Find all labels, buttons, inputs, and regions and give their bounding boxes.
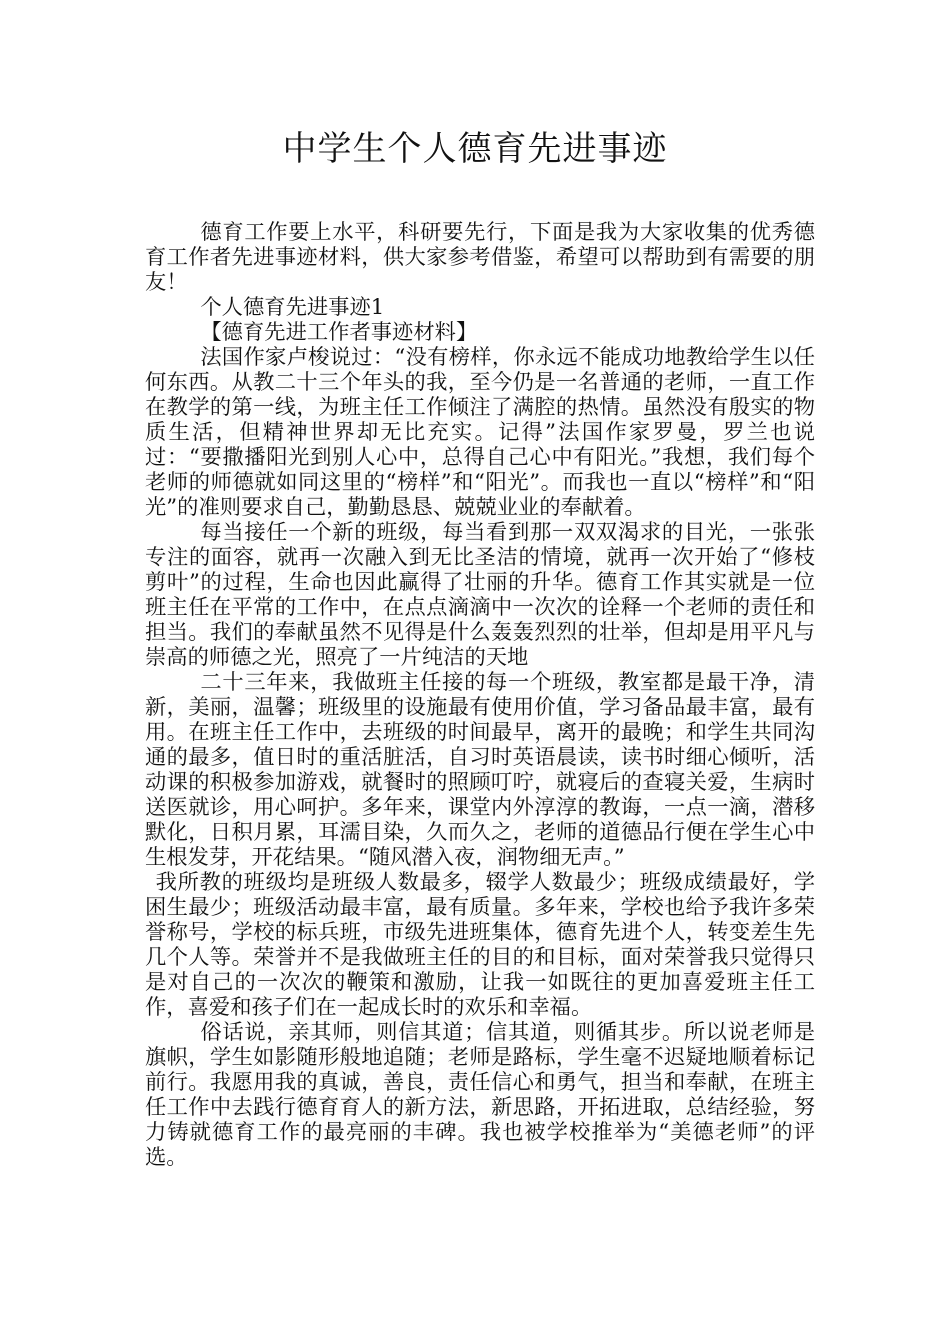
section-heading: 个人德育先进事迹1	[200, 295, 385, 320]
body-paragraph: 法国作家卢梭说过：“没有榜样，你永远不能成功地教给学生以任何东西。从教二十三个年头的我，至今仍是一名普通的老师，一直工作在教学的第一线，为班主任工作倾注了满腔的热情。虽然没有殷实的物质生活，但精神世界却无比充实。记得”法国作家罗曼，罗兰也说过：“要撒播阳光到别人心中，总得自己心中有阳光。”我想，我们每个老师的师德就如同这里的“榜样”和“阳光”。而我也一直以“榜样”和“阳光”的准则要求自己，勤勤恳恳、兢兢业业的奉献着。	[145, 345, 815, 520]
document-body	[145, 220, 815, 1170]
body-paragraph: 每当接任一个新的班级，每当看到那一双双渴求的目光，一张张专注的面容，就再一次融入到无比圣洁的情境，就再一次开始了“修枝剪叶”的过程，生命也因此赢得了壮丽的升华。德育工作其实就是一位班主任在平常的工作中，在点点滴滴中一次次的诠释一个老师的责任和担当。我们的奉献虽然不见得是什么轰轰烈烈的壮举，但却是用平凡与崇高的师德之光，照亮了一片纯洁的天地	[145, 520, 815, 670]
body-paragraph: 我所教的班级均是班级人数最多，辍学人数最少；班级成绩最好，学困生最少；班级活动最丰富，最有质量。多年来，学校也给予我许多荣誉称号，学校的标兵班，市级先进班集体，德育先进个人，转变差生先几个人等。荣誉并不是我做班主任的目的和目标，面对荣誉我只觉得只是对自己的一次次的鞭策和激励，让我一如既往的更加喜爱班主任工作，喜爱和孩子们在一起成长时的欢乐和幸福。	[145, 870, 815, 1020]
body-paragraph: 俗话说，亲其师，则信其道；信其道，则循其步。所以说老师是旗帜，学生如影随形般地追随；老师是路标，学生毫不迟疑地顺着标记前行。我愿用我的真诚，善良，责任信心和勇气，担当和奉献，在班主任工作中去践行德育育人的新方法，新思路，开拓进取，总结经验，努力铸就德育工作的最亮丽的丰碑。我也被学校推举为“美德老师”的评选。	[145, 1020, 815, 1170]
body-paragraph: 二十三年来，我做班主任接的每一个班级，教室都是最干净，清新，美丽，温馨；班级里的设施最有使用价值，学习备品最丰富，最有用。在班主任工作中，去班级的时间最早，离开的最晚；和学生共同沟通的最多，值日时的重活脏活，自习时英语晨读，读书时细心倾听，活动课的积极参加游戏，就餐时的照顾叮咛，就寝后的查寝关爱，生病时送医就诊，用心呵护。多年来，课堂内外淳淳的教诲，一点一滴，潜移默化，日积月累，耳濡目染，久而久之，老师的道德品行便在学生心中生根发芽，开花结果。“随风潜入夜，润物细无声。”	[145, 670, 815, 870]
document-title: 中学生个人德育先进事迹	[282, 129, 668, 169]
intro-paragraph: 德育工作要上水平，科研要先行，下面是我为大家收集的优秀德育工作者先进事迹材料，供大家参考借鉴，希望可以帮助到有需要的朋友！	[145, 220, 815, 295]
subsection-heading: 【德育先进工作者事迹材料】	[200, 320, 478, 345]
